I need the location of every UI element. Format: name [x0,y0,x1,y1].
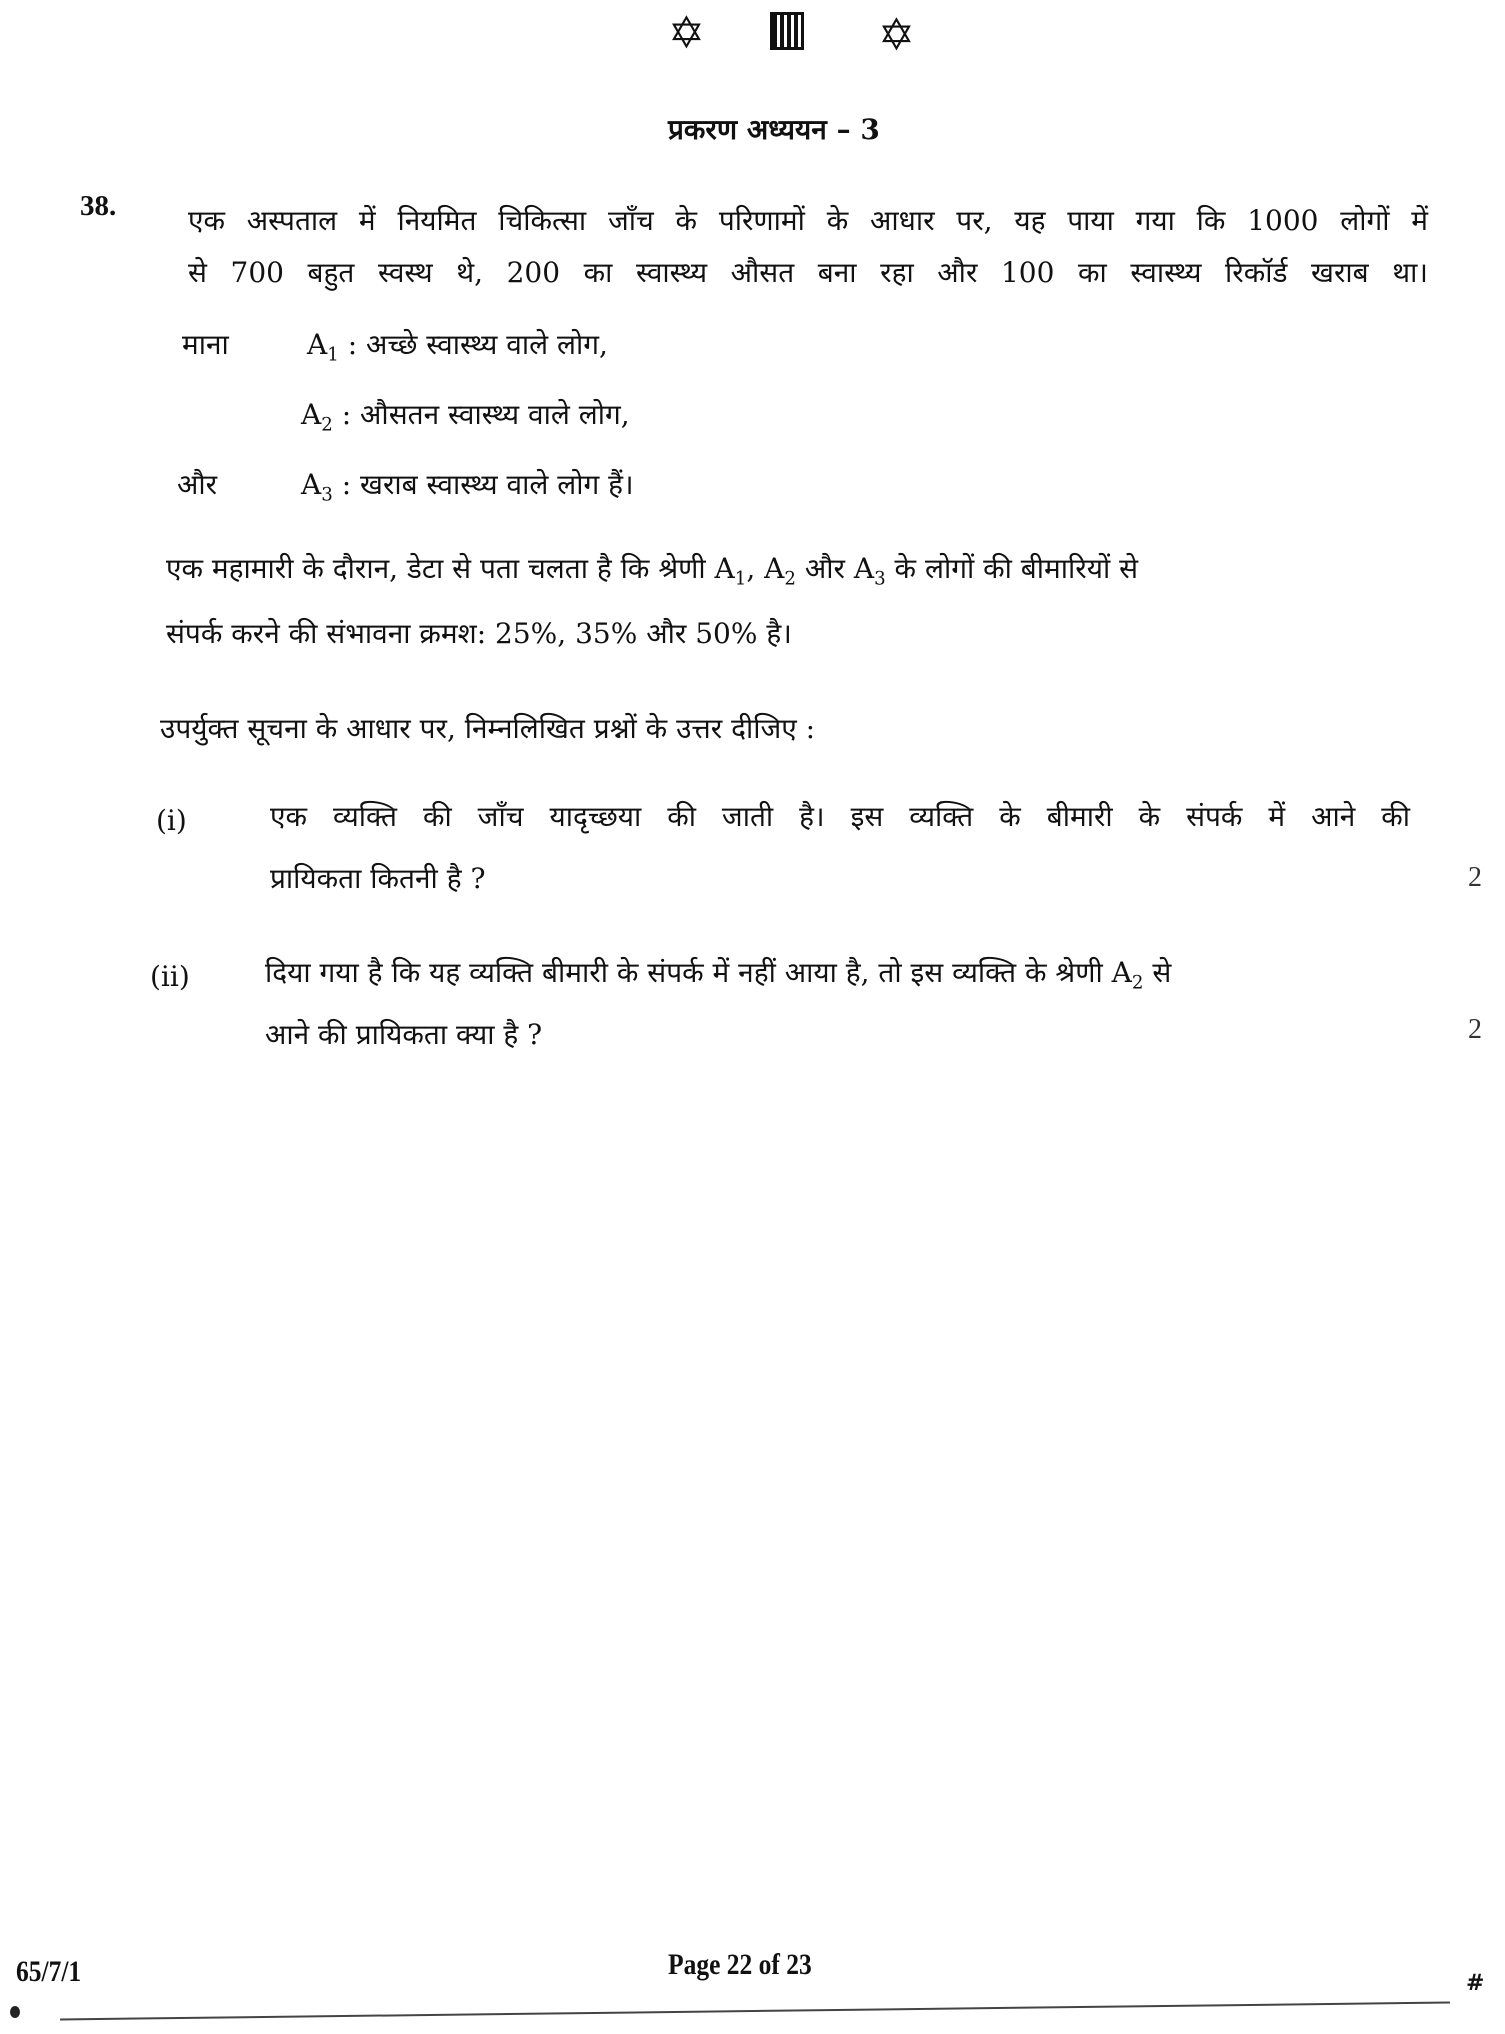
paper-code: 65/7/1 [16,1955,82,1988]
part-ii-label: (ii) [150,960,190,993]
definition-a3: $A_3$ : खराब स्वास्थ्य वाले लोग हैं। [301,468,634,506]
hash-mark: # [1466,1970,1485,1996]
part-i-line-2: प्रायिकता कितनी है ? [270,862,486,895]
part-i-line-1: एक व्यक्ति की जाँच यादृच्छया की जाती है। इस व्यक्ति के बीमारी के संपर्क में आने की [270,800,1410,833]
let-label: माना [182,328,229,361]
definition-a1: $A_1$ : अच्छे स्वास्थ्य वाले लोग, [307,328,608,366]
section-title: प्रकरण अध्ययन – 3 [668,113,880,146]
bullet-dot [10,2006,20,2018]
qr-code [770,12,804,50]
part-i-label: (i) [156,804,187,837]
page-number: Page 22 of 23 [668,1948,812,1981]
part-ii-line-2: आने की प्रायिकता क्या है ? [265,1018,543,1051]
and-label: और [177,468,218,501]
part-ii-line-1: दिया गया है कि यह व्यक्ति बीमारी के संपर्क में नहीं आया है, तो इस व्यक्ति के श्रेणी $A_2$ से [265,956,1172,994]
star-of-david-icon: ✡ [878,10,915,61]
epidemic-line-1: एक महामारी के दौरान, डेटा से पता चलता है कि श्रेणी $A_1$, $A_2$ और $A_3$ के लोगों की बीमारियों से [166,552,1139,590]
star-of-david-icon: ✡ [668,8,705,59]
footer-rule [60,2002,1450,2021]
question-number: 38. [80,190,117,222]
intro-line-2: से 700 बहुत स्वस्थ थे, 200 का स्वास्थ्य औसत बना रहा और 100 का स्वास्थ्य रिकॉर्ड खराब था। [188,256,1428,289]
epidemic-line-2: संपर्क करने की संभावना क्रमश: 25%, 35% और 50% है। [166,617,792,650]
part-ii-marks: 2 [1468,1014,1482,1045]
part-i-marks: 2 [1468,862,1482,893]
definition-a2: $A_2$ : औसतन स्वास्थ्य वाले लोग, [301,398,630,436]
intro-line-1: एक अस्पताल में नियमित चिकित्सा जाँच के परिणामों के आधार पर, यह पाया गया कि 1000 लोगों में [188,204,1428,237]
instruction: उपर्युक्त सूचना के आधार पर, निम्नलिखित प्रश्नों के उत्तर दीजिए : [160,712,816,745]
